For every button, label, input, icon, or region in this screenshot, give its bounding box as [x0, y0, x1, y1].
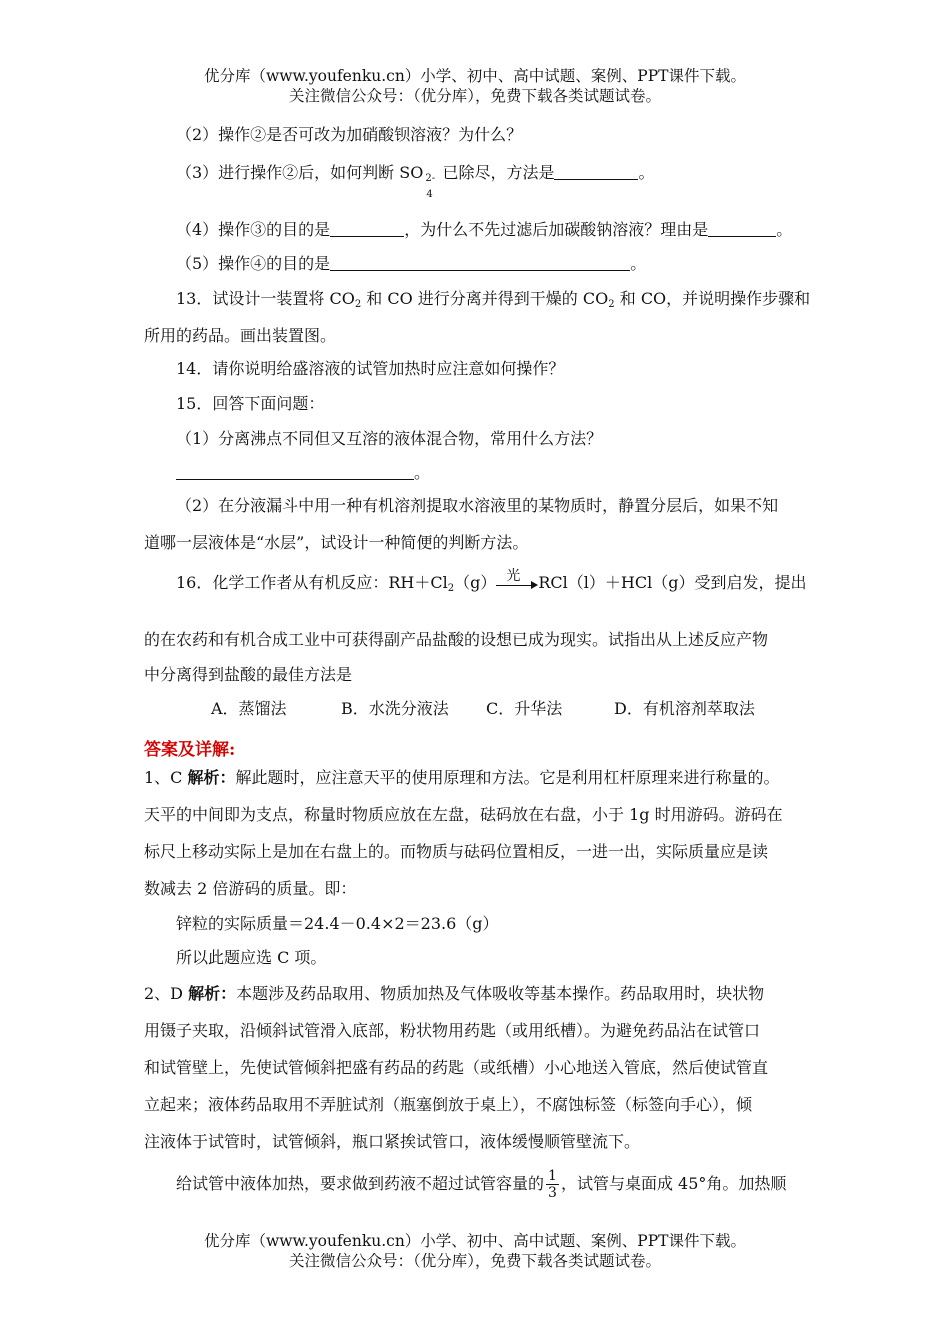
answer-2-line1	[144, 983, 764, 1005]
one-third-fraction	[546, 1168, 559, 1201]
sulfate-charge	[423, 162, 437, 200]
answer-1-conclusion: 所以此题应选 C 项。	[176, 948, 327, 967]
q16-sub-1: 2	[447, 583, 455, 594]
fraction-denominator: 3	[548, 1185, 557, 1201]
q14: 14．请你说明给盛溶液的试管加热时应注意如何操作？	[176, 359, 565, 378]
q15-part2-line1: （2）在分液漏斗中用一种有机溶剂提取水溶液里的某物质时，静置分层后，如果不知	[176, 496, 779, 515]
answer-2-line3: 和试管壁上，先使试管倾斜把盛有药品的药匙（或纸槽）小心地送入管底，然后使试管直	[144, 1058, 769, 1077]
header-line-1: 优分库（www.youfenku.cn）小学、初中、高中试题、案例、PPT课件下载。	[203, 67, 747, 85]
answer-2-line4: 立起来；液体药品取用不弄脏试剂（瓶塞倒放于桌上），不腐蚀标签（标签向手心），倾	[144, 1095, 753, 1114]
q12-part4	[176, 219, 792, 241]
answer-1-number: 1、C	[144, 768, 188, 787]
q16-text-a: 16．化学工作者从有机反应：RH＋Cl	[176, 573, 448, 592]
q16-line3: 中分离得到盐酸的最佳方法是	[144, 665, 353, 684]
answers-title: 答案及详解:	[144, 740, 236, 760]
fraction-numerator: 1	[548, 1168, 557, 1184]
q12-part3-blank[interactable]	[554, 163, 638, 180]
q15-part2-line2: 道哪一层液体是“水层”，试设计一种简便的判断方法。	[144, 533, 529, 552]
q15-part1-blank[interactable]	[176, 463, 414, 480]
q16-option-b[interactable]: B．水洗分液法	[341, 699, 449, 718]
answer-2-heating-text-b: ，试管与桌面成 45°角。加热顺	[560, 1174, 787, 1193]
footer-line-2: 关注微信公众号：（优分库），免费下载各类试题试卷。	[288, 1252, 661, 1270]
q12-part5	[176, 253, 646, 275]
reaction-arrow	[496, 567, 538, 593]
q12-part3-text-b: 已除尽，方法是	[437, 163, 555, 182]
q15-part1-end: 。	[414, 463, 431, 482]
answer-1-label: 解析：	[187, 768, 236, 787]
q12-part5-end: 。	[630, 254, 647, 273]
q12-part4-blank-2[interactable]	[708, 220, 776, 237]
q13-text-b: 和 CO 进行分离并得到干燥的 CO	[361, 289, 609, 308]
answer-1-line1	[144, 767, 780, 789]
q15-part1: （1）分离沸点不同但又互溶的液体混合物，常用什么方法？	[176, 429, 603, 448]
footer-line-1: 优分库（www.youfenku.cn）小学、初中、高中试题、案例、PPT课件下载。	[203, 1232, 747, 1250]
q13-line2: 所用的药品。画出装置图。	[144, 326, 337, 345]
q16-line2: 的在农药和有机合成工业中可获得副产品盐酸的设想已成为现实。试指出从上述反应产物	[144, 630, 769, 649]
q12-part2: （2）操作②是否可改为加硝酸钡溶液？为什么？	[176, 125, 523, 144]
answer-2-text: 本题涉及药品取用、物质加热及气体吸收等基本操作。药品取用时，块状物	[236, 984, 765, 1003]
q12-part4-blank-1[interactable]	[330, 220, 404, 237]
answer-2-heating	[176, 1168, 786, 1201]
answer-1-line4: 数减去 2 倍游码的质量。即：	[144, 879, 357, 898]
q13-text-c: 和 CO，并说明操作步骤和	[614, 289, 811, 308]
q13-line1	[176, 288, 810, 316]
q16-text-c: RCl（l）＋HCl（g）受到启发，提出	[538, 573, 807, 592]
q15-part1-answer-line	[176, 462, 430, 484]
q16-line1	[176, 567, 807, 600]
q16-option-c[interactable]: C．升华法	[486, 699, 563, 718]
answer-2-line5: 注液体于试管时，试管倾斜，瓶口紧挨试管口，液体缓慢顺管壁流下。	[144, 1132, 641, 1151]
answer-1-text: 解此题时，应注意天平的使用原理和方法。它是利用杠杆原理来进行称量的。	[235, 768, 780, 787]
q15-title: 15．回答下面问题：	[176, 394, 325, 413]
header-line-2: 关注微信公众号：（优分库），免费下载各类试题试卷。	[288, 87, 661, 105]
answer-1-formula: 锌粒的实际质量＝24.4－0.4×2＝23.6（g）	[176, 914, 499, 933]
q13-text-a: 13．试设计一装置将 CO	[176, 289, 355, 308]
q12-part4-text-b: ，为什么不先过滤后加碳酸钠溶液？理由是	[404, 220, 709, 239]
q13-sub-2: 2	[608, 299, 615, 310]
q12-part3-text-a: （3）进行操作②后，如何判断 SO	[176, 163, 424, 182]
reaction-arrow-label: 光	[506, 567, 521, 584]
sulfate-subscript: 4	[426, 189, 433, 200]
q13-sub-1: 2	[354, 299, 362, 310]
q16-option-d[interactable]: D．有机溶剂萃取法	[614, 699, 755, 718]
answer-2-line2: 用镊子夹取，沿倾斜试管滑入底部，粉状物用药匙（或用纸槽）。为避免药品沾在试管口	[144, 1021, 761, 1040]
q12-part5-text-a: （5）操作④的目的是	[176, 254, 331, 273]
q16-text-b: （g）	[454, 573, 497, 592]
q12-part5-blank[interactable]	[330, 254, 630, 271]
q12-part3-end: 。	[638, 163, 655, 182]
sulfate-superscript: 2-	[425, 173, 436, 184]
answer-2-heating-text-a: 给试管中液体加热，要求做到药液不超过试管容量的	[176, 1174, 545, 1193]
answer-1-line2: 天平的中间即为支点，称量时物质应放在左盘，砝码放在右盘，小于 1g 时用游码。游码在	[144, 805, 783, 824]
q12-part4-text-a: （4）操作③的目的是	[176, 220, 331, 239]
q12-part4-end: 。	[776, 220, 793, 239]
answer-1-line3: 标尺上移动实际上是加在右盘上的。而物质与砝码位置相反，一进一出，实际质量应是读	[144, 842, 769, 861]
answer-2-label: 解析：	[188, 984, 237, 1003]
q16-option-a[interactable]: A．蒸馏法	[211, 699, 287, 718]
answer-2-number: 2、D	[144, 984, 189, 1003]
q12-part3	[176, 162, 655, 200]
